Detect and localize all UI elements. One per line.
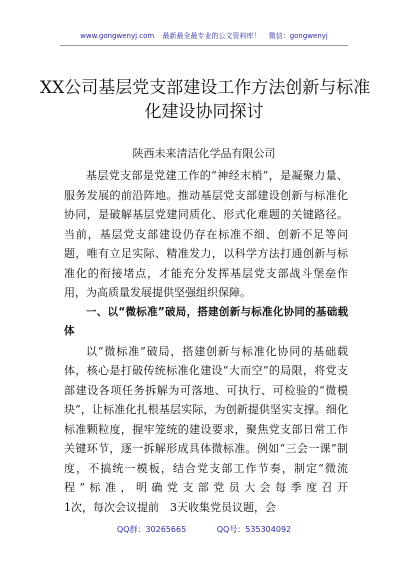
section-1-paragraph — [64, 342, 348, 518]
header-website[interactable]: www.gongwenyj.com — [80, 32, 155, 40]
document-author: 陕西未来清洁化学品有限公司 — [132, 147, 276, 160]
title-line-2: 化建设协同探讨 — [144, 102, 264, 122]
document-title — [40, 76, 371, 124]
footer-qq-group: QQ群：30265665 — [116, 525, 187, 534]
header-wechat: 微信：gongwenyj — [268, 32, 328, 40]
footer-bar — [0, 524, 408, 535]
header-divider — [60, 45, 348, 46]
header-bar — [0, 31, 408, 41]
section-1-paragraph-end: 1次，每次会议提前 3天收集党员议题，会 — [64, 500, 276, 514]
intro-paragraph: 基层党支部是党建工作的“神经末梢”，是凝聚力量、服务发展的前沿阵地。推动基层党支部建设创新与标准化协同，是破解基层党建同质化、形式化难题的关键路径。当前，基层党支部建设仍存在标准不细、创新不足等问题，唯有立足实际、精准发力，以科学方法打通创新与标准化的衔接堵点，才能充分发挥基层党支部战斗堡垒作用，为高质量发展提供坚强组织保障。 — [64, 169, 348, 299]
header-slogan: 最新最全最专业的公文资料库！ — [162, 32, 261, 40]
footer-qq: QQ号：535304092 — [216, 525, 292, 534]
document-body — [64, 166, 348, 517]
section-1-heading: 一、以“微标准”破局，搭建创新与标准化协同的基础载体 — [64, 305, 348, 337]
title-line-1: XX公司基层党支部建设工作方法创新与标准 — [40, 78, 371, 98]
section-1-paragraph-text: 以“微标准”破局，搭建创新与标准化协同的基础载体，核心是打破传统标准化建设“大而空”的局限，将党支部建设各项任务拆解为可落地、可执行、可检验的“微模块”，让标准化扎根基层实际，为创新提供坚实支撑。细化标准颗粒度，握牢笼统的建设要求，聚焦党支部日常工作关键环节，逐一拆解形成具体微标准。例如“三会一课”制度，不搞统一模板，结合党支部工作节奏，制定“微流程”标准，明确党支部党员大会每季度召开 — [64, 344, 348, 494]
